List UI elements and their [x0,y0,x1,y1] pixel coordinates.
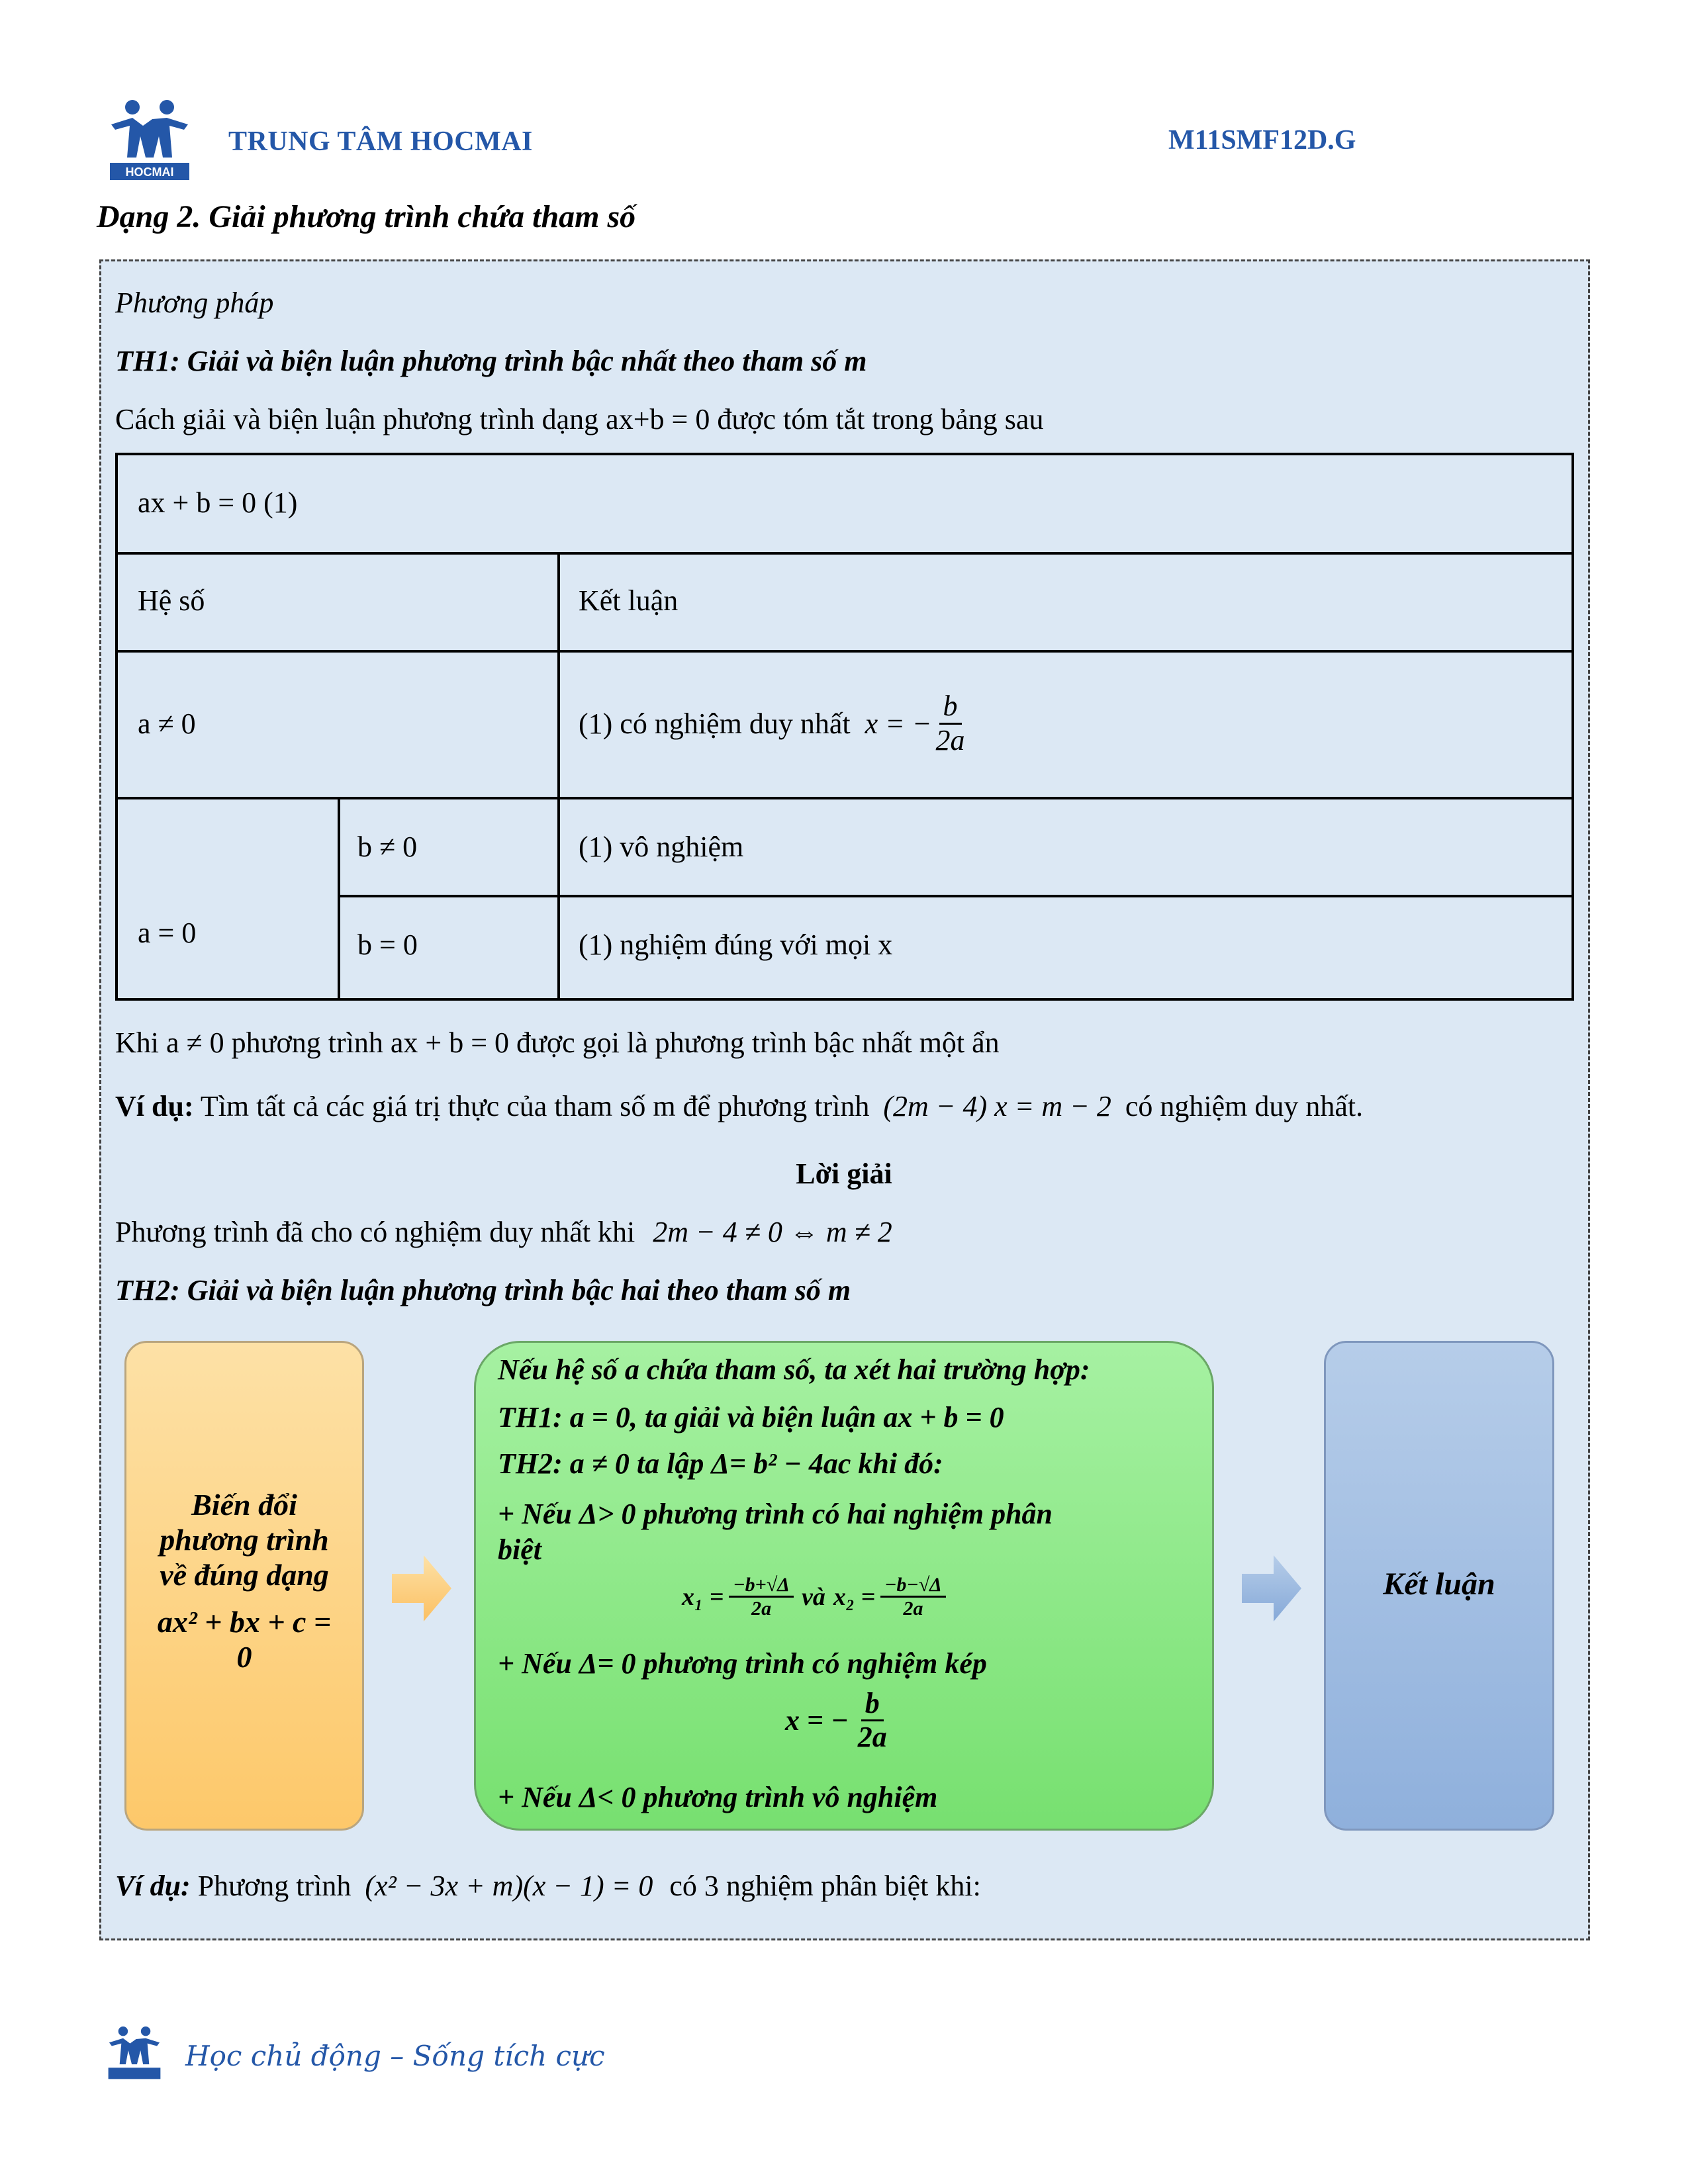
example1-label: Ví dụ: [115,1090,194,1122]
row1-frac-num: b [939,690,962,724]
section-title: Dạng 2. Giải phương trình chứa tham số [97,199,636,234]
linear-note: Khi a ≠ 0 phương trình ax + b = 0 được gọi là phương trình bậc nhất một ẩn [115,1026,1000,1059]
flow-roots [682,1574,946,1619]
flow-left-line5: 0 [236,1639,252,1674]
flow-x1-den: 2a [751,1598,772,1619]
flow-x1-num: −b+√Δ [729,1574,794,1598]
row2b-result: (1) nghiệm đúng với mọi x [579,929,893,961]
flow-xk-num: b [861,1688,884,1721]
flow-left-line1: Biến đổi [191,1488,297,1522]
flow-mid-line7: + Nếu Δ< 0 phương trình vô nghiệm [498,1781,938,1813]
hocmai-logo [106,98,193,183]
flow-mid-line1: Nếu hệ số a chứa tham số, ta xét hai trường hợp: [498,1353,1090,1386]
row1-frac-den: 2a [935,723,965,756]
row1-result: (1) có nghiệm duy nhất [579,707,851,740]
flow-x2-frac [880,1574,946,1619]
example1-tail: có nghiệm duy nhất. [1125,1090,1364,1122]
row2b-sub: b = 0 [357,929,418,961]
example2-label: Ví dụ: [115,1870,191,1902]
flow-and: và [801,1582,825,1611]
logo-text: HOCMAI [125,165,174,179]
method-label: Phương pháp [115,287,274,319]
flow-right-text: Kết luận [1383,1567,1495,1602]
example2-equation: (x² − 3x + m)(x − 1) = 0 [365,1870,653,1902]
flow-x1: x₁ = [682,1582,724,1611]
row1-conclusion [579,674,969,773]
example2-tail: có 3 nghiệm phân biệt khi: [669,1870,981,1902]
flow-mid-line2: TH1: a = 0, ta giải và biện luận ax + b = 0 [498,1401,1004,1433]
row1-x: x = − [865,707,932,740]
flow-left-line3: về đúng dạng [160,1557,329,1592]
flow-left-line2: phương trình [160,1522,329,1557]
flow-mid-line4: + Nếu Δ> 0 phương trình có hai nghiệm phân [498,1498,1053,1530]
flow-x2-den: 2a [903,1598,923,1619]
example2 [115,1869,981,1903]
flow-xk-frac [854,1688,891,1754]
header-conclusion: Kết luận [579,584,679,617]
document-code: M11SMF12D.G [1168,125,1356,156]
row2a-result: (1) vô nghiệm [579,831,744,863]
solution-math: 2m − 4 ≠ 0 ⇔ m ≠ 2 [653,1216,892,1248]
flow-xk: x = − [785,1704,849,1737]
flow-xk-den: 2a [857,1721,887,1754]
example1-text: Tìm tất cả các giá trị thực của tham số m để phương trình [200,1090,870,1122]
linear-equation-table [115,453,1574,1001]
table-equation: ax + b = 0 (1) [138,486,298,519]
footer-slogan: Học chủ động – Sống tích cực [185,2040,605,2072]
solution-line [115,1215,892,1249]
flow-x2-num: −b−√Δ [880,1574,946,1598]
arrow-right-icon [392,1555,451,1621]
method-intro: Cách giải và biện luận phương trình dạng ax+b = 0 được tóm tắt trong bảng sau [115,403,1044,435]
flow-left-text [124,1488,364,1674]
flow-double-root [785,1688,891,1754]
flow-left-line4: ax² + bx + c = [157,1604,332,1639]
flow-x2: x₂ = [833,1582,876,1611]
flow-mid-line6: + Nếu Δ= 0 phương trình có nghiệm kép [498,1647,987,1680]
arrow-right-icon [1242,1555,1301,1621]
center-name: TRUNG TÂM HOCMAI [228,126,533,157]
row1-coefficient: a ≠ 0 [138,707,196,740]
example1-equation: (2m − 4) x = m − 2 [883,1090,1111,1122]
flow-mid-line5: biệt [498,1533,541,1566]
header-coefficient: Hệ số [138,584,205,617]
th1-title: TH1: Giải và biện luận phương trình bậc nhất theo tham số m [115,345,867,377]
row2-coefficient: a = 0 [138,917,197,949]
row1-fraction [932,690,969,756]
row2a-sub: b ≠ 0 [357,831,418,863]
flow-x1-frac [729,1574,794,1619]
example1 [115,1089,1363,1123]
solution-title: Lời giải [796,1158,892,1190]
flow-mid-line3: TH2: a ≠ 0 ta lập Δ= b² − 4ac khi đó: [498,1447,943,1480]
th2-title: TH2: Giải và biện luận phương trình bậc hai theo tham số m [115,1274,851,1306]
solution-text: Phương trình đã cho có nghiệm duy nhất khi [115,1216,635,1248]
example2-text: Phương trình [197,1870,352,1902]
footer-logo [105,2025,164,2081]
